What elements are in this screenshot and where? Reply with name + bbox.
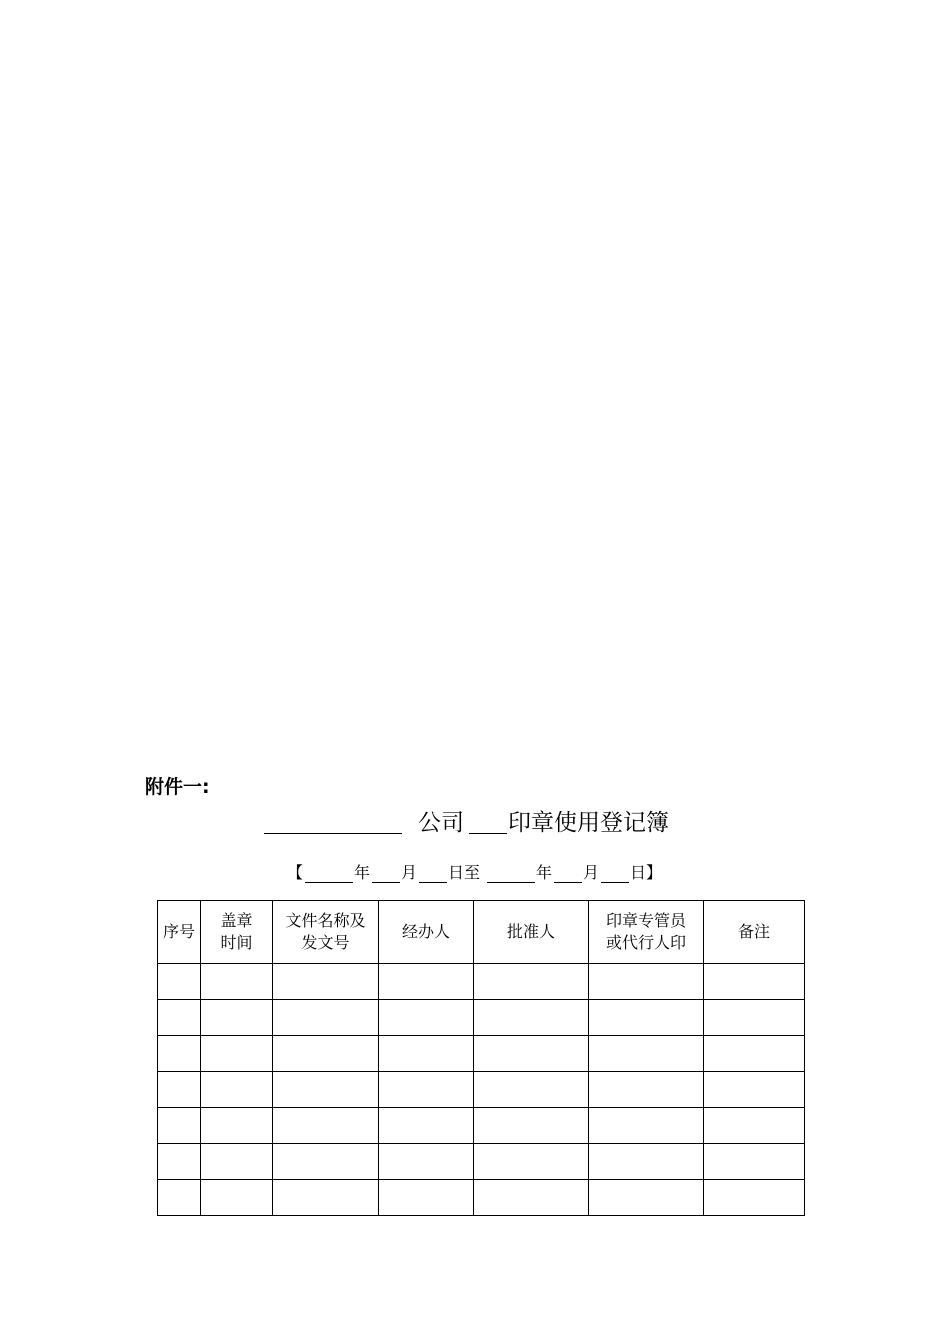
date-month-2: 月 bbox=[583, 863, 600, 882]
date-close-bracket: 】 bbox=[646, 863, 663, 882]
start-year-blank bbox=[305, 882, 353, 883]
table-cell[interactable] bbox=[273, 1072, 379, 1108]
table-cell[interactable] bbox=[474, 1072, 589, 1108]
date-month-1: 月 bbox=[401, 863, 418, 882]
header-label-line: 备注 bbox=[737, 922, 770, 941]
table-cell[interactable] bbox=[273, 1000, 379, 1036]
date-year-2: 年 bbox=[536, 863, 553, 882]
date-day-1-to: 日至 bbox=[448, 863, 481, 882]
table-cell[interactable] bbox=[201, 1144, 273, 1180]
table-cell[interactable] bbox=[273, 964, 379, 1000]
end-year-blank bbox=[487, 882, 535, 883]
table-cell[interactable] bbox=[201, 1108, 273, 1144]
table-cell[interactable] bbox=[201, 1000, 273, 1036]
table-cell[interactable] bbox=[589, 1180, 704, 1216]
date-year-1: 年 bbox=[354, 863, 371, 882]
table-cell[interactable] bbox=[379, 964, 474, 1000]
table-cell[interactable] bbox=[474, 1000, 589, 1036]
table-cell[interactable] bbox=[589, 1000, 704, 1036]
table-cell[interactable] bbox=[158, 1036, 201, 1072]
header-stamp-time bbox=[201, 901, 273, 964]
table-cell[interactable] bbox=[474, 1036, 589, 1072]
table-cell[interactable] bbox=[704, 1072, 805, 1108]
table-cell[interactable] bbox=[379, 1036, 474, 1072]
table-row bbox=[158, 1072, 805, 1108]
header-label-line: 批准人 bbox=[506, 922, 555, 941]
table-cell[interactable] bbox=[158, 1072, 201, 1108]
table-cell[interactable] bbox=[158, 1000, 201, 1036]
title-book-name: 印章使用登记簿 bbox=[508, 810, 669, 836]
header-label-line: 文件名称及 bbox=[285, 911, 366, 930]
table-cell[interactable] bbox=[589, 964, 704, 1000]
seal-usage-register-table bbox=[157, 900, 805, 1216]
table-row bbox=[158, 1108, 805, 1144]
table-cell[interactable] bbox=[704, 1036, 805, 1072]
seal-type-blank bbox=[469, 833, 507, 834]
table-cell[interactable] bbox=[201, 1180, 273, 1216]
header-handler bbox=[379, 901, 474, 964]
table-cell[interactable] bbox=[704, 1144, 805, 1180]
table-cell[interactable] bbox=[273, 1108, 379, 1144]
header-label-line: 序号 bbox=[162, 922, 195, 941]
header-label-line: 时间 bbox=[220, 933, 253, 952]
table-cell[interactable] bbox=[201, 1036, 273, 1072]
table-cell[interactable] bbox=[474, 1180, 589, 1216]
title-company-suffix: 公司 bbox=[418, 810, 464, 836]
table-row bbox=[158, 964, 805, 1000]
table-cell[interactable] bbox=[589, 1108, 704, 1144]
table-cell[interactable] bbox=[273, 1144, 379, 1180]
header-remarks bbox=[704, 901, 805, 964]
table-cell[interactable] bbox=[589, 1144, 704, 1180]
table-cell[interactable] bbox=[379, 1144, 474, 1180]
table-cell[interactable] bbox=[379, 1108, 474, 1144]
table-cell[interactable] bbox=[474, 964, 589, 1000]
date-range-line bbox=[0, 862, 950, 886]
table-cell[interactable] bbox=[273, 1180, 379, 1216]
table-header-row bbox=[158, 901, 805, 964]
table-cell[interactable] bbox=[704, 1108, 805, 1144]
header-approver bbox=[474, 901, 589, 964]
attachment-label: 附件一: bbox=[145, 776, 210, 798]
start-day-blank bbox=[419, 882, 447, 883]
table-cell[interactable] bbox=[379, 1072, 474, 1108]
header-label-line: 发文号 bbox=[301, 933, 350, 952]
table-row bbox=[158, 1036, 805, 1072]
table-cell[interactable] bbox=[474, 1108, 589, 1144]
table-cell[interactable] bbox=[273, 1036, 379, 1072]
document-title bbox=[0, 808, 950, 842]
header-document-name bbox=[273, 901, 379, 964]
table-cell[interactable] bbox=[158, 1108, 201, 1144]
table-cell[interactable] bbox=[379, 1180, 474, 1216]
table-cell[interactable] bbox=[704, 964, 805, 1000]
start-month-blank bbox=[372, 882, 400, 883]
table-row bbox=[158, 1000, 805, 1036]
header-label-line: 盖章 bbox=[220, 911, 253, 930]
header-label-line: 或代行人印 bbox=[605, 933, 686, 952]
company-name-blank bbox=[264, 833, 402, 834]
end-day-blank bbox=[601, 882, 629, 883]
table-cell[interactable] bbox=[379, 1000, 474, 1036]
table-row bbox=[158, 1144, 805, 1180]
date-open-bracket: 【 bbox=[287, 863, 304, 882]
table-cell[interactable] bbox=[474, 1144, 589, 1180]
table-cell[interactable] bbox=[589, 1072, 704, 1108]
header-label-line: 经办人 bbox=[401, 922, 450, 941]
header-seal-keeper bbox=[589, 901, 704, 964]
table-cell[interactable] bbox=[704, 1180, 805, 1216]
header-serial-number bbox=[158, 901, 201, 964]
table-cell[interactable] bbox=[704, 1000, 805, 1036]
table-cell[interactable] bbox=[158, 964, 201, 1000]
table-cell[interactable] bbox=[201, 964, 273, 1000]
table-row bbox=[158, 1180, 805, 1216]
table-cell[interactable] bbox=[158, 1144, 201, 1180]
table-cell[interactable] bbox=[158, 1180, 201, 1216]
date-day-2: 日 bbox=[630, 863, 647, 882]
table-cell[interactable] bbox=[589, 1036, 704, 1072]
header-label-line: 印章专管员 bbox=[605, 911, 686, 930]
end-month-blank bbox=[554, 882, 582, 883]
table-cell[interactable] bbox=[201, 1072, 273, 1108]
